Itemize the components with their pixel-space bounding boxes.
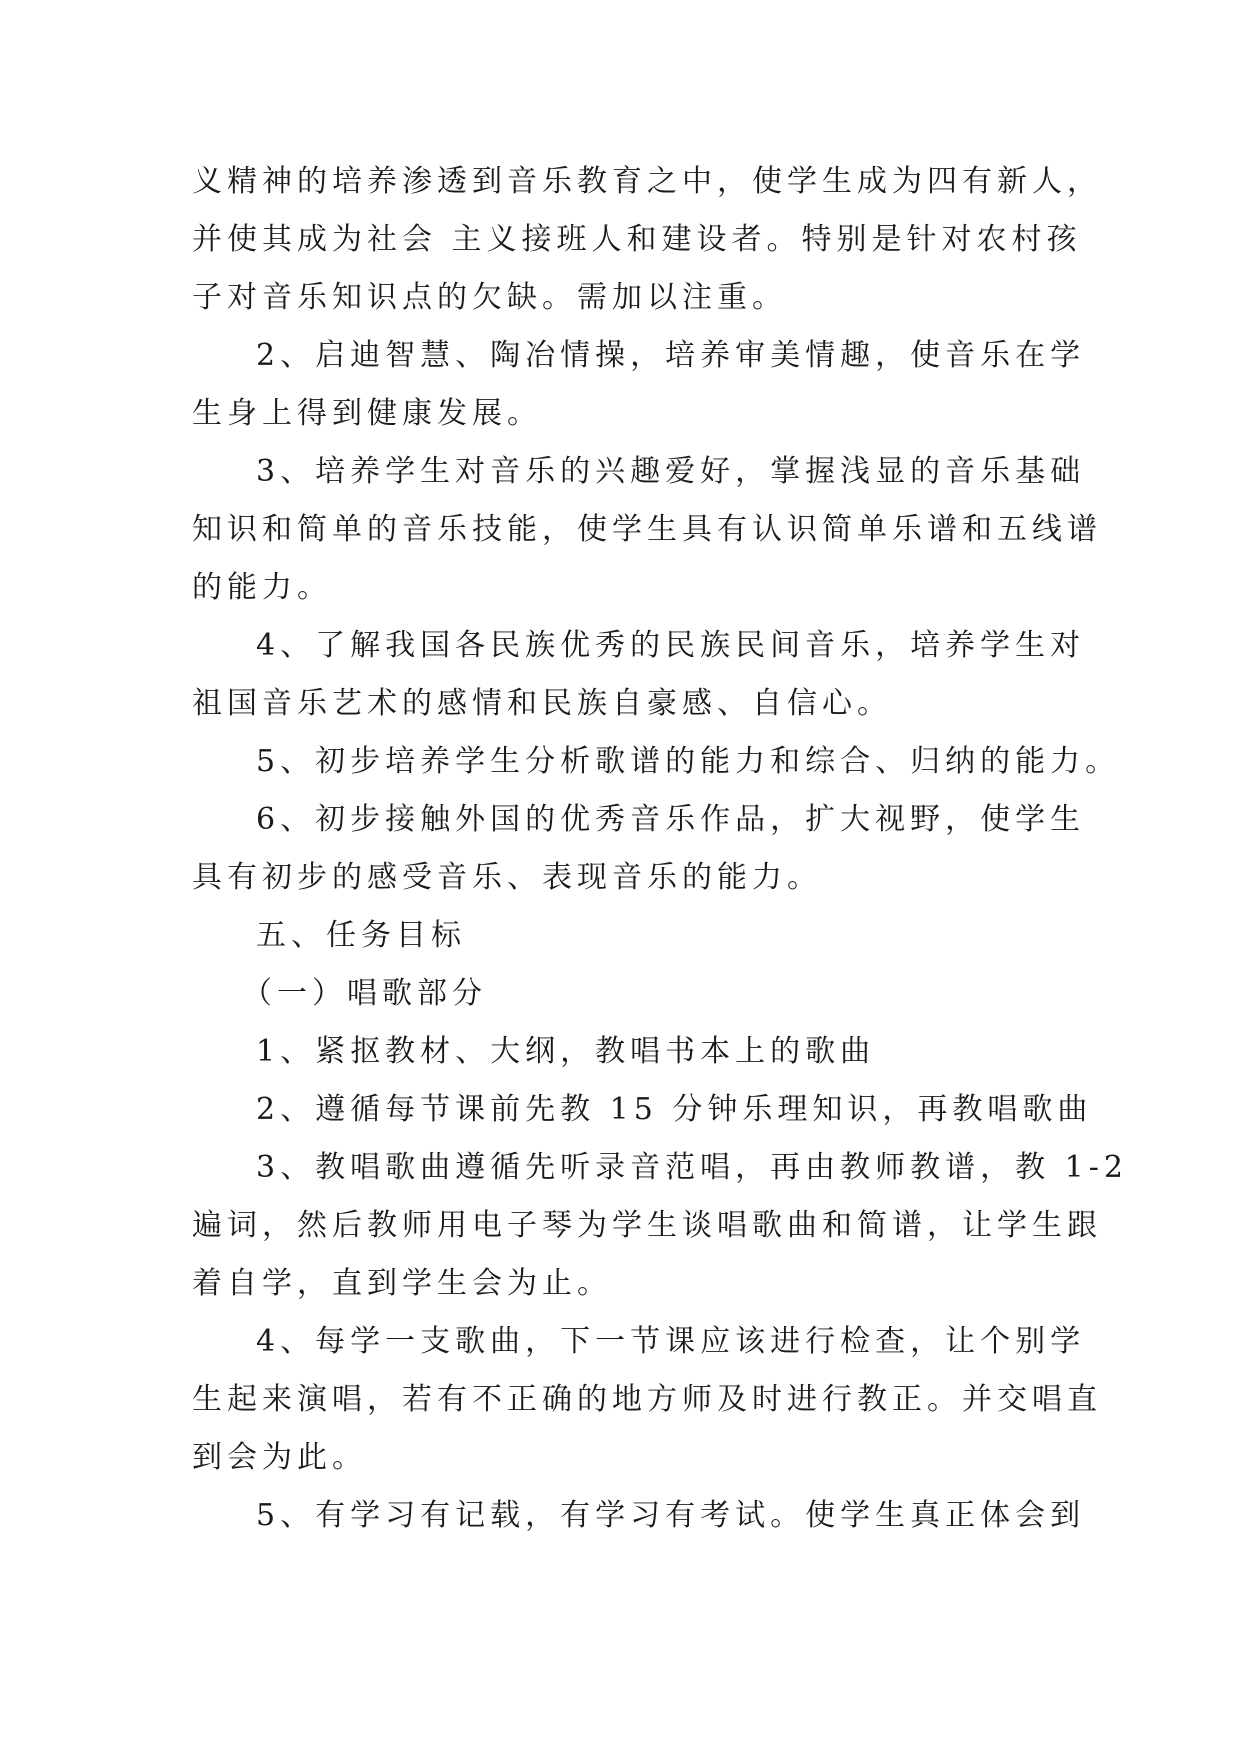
text-line: 义精神的培养渗透到音乐教育之中，使学生成为四有新人， [192, 164, 1102, 199]
paragraph [192, 798, 1086, 914]
text-line: 子对音乐知识点的欠缺。需加以注重。 [192, 280, 787, 315]
text-line: 到会为此。 [192, 1440, 367, 1475]
paragraph [192, 1146, 1128, 1320]
text-line: 3、培养学生对音乐的兴趣爱好，掌握浅显的音乐基础 [256, 454, 1086, 489]
text-line: 知识和简单的音乐技能，使学生具有认识简单乐谱和五线谱 [192, 512, 1102, 547]
text-line: 1、紧抠教材、大纲，教唱书本上的歌曲 [256, 1034, 876, 1069]
paragraph [192, 624, 1086, 740]
text-line: 2、启迪智慧、陶冶情操，培养审美情趣，使音乐在学 [256, 338, 1086, 373]
text-line: 五、任务目标 [256, 918, 466, 953]
text-line: 具有初步的感受音乐、表现音乐的能力。 [192, 860, 822, 895]
text-line: 并使其成为社会 主义接班人和建设者。特别是针对农村孩 [192, 222, 1082, 257]
text-line: 2、遵循每节课前先教 15 分钟乐理知识，再教唱歌曲 [256, 1092, 1093, 1127]
text-line: （一）唱歌部分 [242, 976, 487, 1011]
text-line: 祖国音乐艺术的感情和民族自豪感、自信心。 [192, 686, 892, 721]
text-line: 的能力。 [192, 570, 332, 605]
text-line: 遍词，然后教师用电子琴为学生谈唱歌曲和简谱，让学生跟 [192, 1208, 1102, 1243]
text-line: 生身上得到健康发展。 [192, 396, 542, 431]
paragraph [192, 450, 1102, 624]
text-line: 3、教唱歌曲遵循先听录音范唱，再由教师教谱，教 1-2 [256, 1150, 1128, 1185]
document-body [192, 160, 1128, 1537]
text-line: 4、了解我国各民族优秀的民族民间音乐，培养学生对 [256, 628, 1086, 663]
subsection-heading [192, 972, 1072, 1030]
paragraph [192, 334, 1086, 450]
section-heading [192, 914, 1072, 972]
paragraph [192, 1030, 1072, 1088]
paragraph [192, 1320, 1102, 1494]
text-line: 着自学，直到学生会为止。 [192, 1266, 612, 1301]
paragraph [192, 160, 1102, 334]
text-line: 5、有学习有记载，有学习有考试。使学生真正体会到 [256, 1498, 1086, 1533]
text-line: 生起来演唱，若有不正确的地方师及时进行教正。并交唱直 [192, 1382, 1102, 1417]
text-line: 5、初步培养学生分析歌谱的能力和综合、归纳的能力。 [256, 744, 1121, 779]
paragraph [192, 1088, 1093, 1146]
text-line: 4、每学一支歌曲，下一节课应该进行检查，让个别学 [256, 1324, 1086, 1359]
paragraph [192, 1494, 1086, 1537]
paragraph [192, 740, 1121, 798]
text-line: 6、初步接触外国的优秀音乐作品，扩大视野，使学生 [256, 802, 1086, 837]
